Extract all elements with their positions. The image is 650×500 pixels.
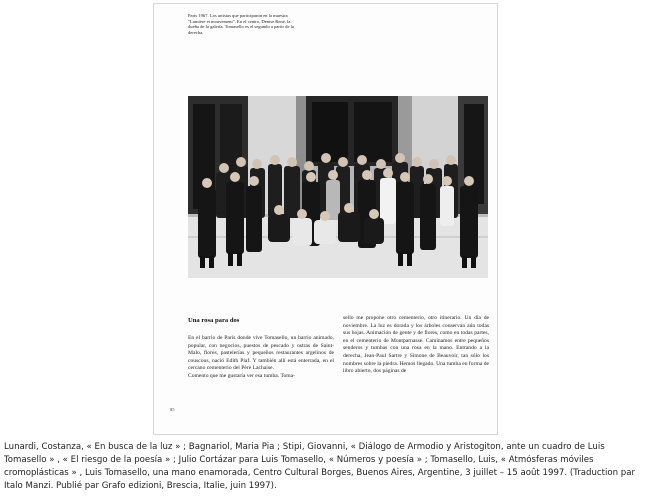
- group-photograph-image: [188, 96, 488, 278]
- text-column-left: [188, 335, 334, 381]
- section-title: Una rosa para dos: [188, 317, 240, 324]
- book-page: [153, 3, 498, 435]
- text-column-right: [343, 315, 489, 376]
- paragraph: sello me propone otro cementerio, otro itinerario. Un día de noviembre. La luz es dorada y los árboles conservan aún todas sus hojas. Animación de gente y de flores, como en todas partes, en el cementerio de Montparnasse. Caminamos entre pequeños senderos y tumbas con una rosa en la mano. Entrando a la derecha, Jean-Paul Sartre y Simone de Beauvoir, tan sólo los nombres sobre la piedra. Hemos llegado. Una tumba en forma de libro abierto, dos páginas de: [343, 315, 489, 375]
- group-photograph: [188, 96, 488, 278]
- paragraph: Comento que me gustaría ver esa tumba. Toma-: [188, 372, 295, 379]
- paragraph: En el barrio de París donde vive Tomasello, un barrio animado, popular, con negocios, puestos de pescado y ostras de Saint-Malo, flores, pastelerías y pequeños restaurantes argelinos de couscous, nació Edith Piaf. Y también allí está enterrada, en el cercano cementerio del Père Lachaise.: [188, 335, 334, 372]
- bibliographic-citation: Lunardi, Costanza, « En busca de la luz » ; Bagnariol, Maria Pia ; Stipi, Giovanni, « Diálogo de Armodio y Aristogiton, ante un cuadro de Luis Tomasello » , « El riesgo de la poesía » ; Julio Cortázar para Luis Tomasello, « Números y poesía » ; Tomasello, Luis, « Atmósferas móviles cromoplásticas » , Luis Tomasello, una mano enamorada, Centro Cultural Borges, Buenos Aires, Argentine, 3 juillet – 15 août 1997. (Traduction par Italo Manzi. Publié par Grafo edizioni, Brescia, Italie, juin 1997).: [4, 442, 636, 491]
- page-number: 85: [170, 407, 175, 412]
- photo-caption: Paris 1967. Los artistas que participaron en la muestra "Lumière et mouvement". En el centro, Denise René, la dueña de la galería. Tomasello es el segundo a partir de la derecha.: [188, 13, 294, 35]
